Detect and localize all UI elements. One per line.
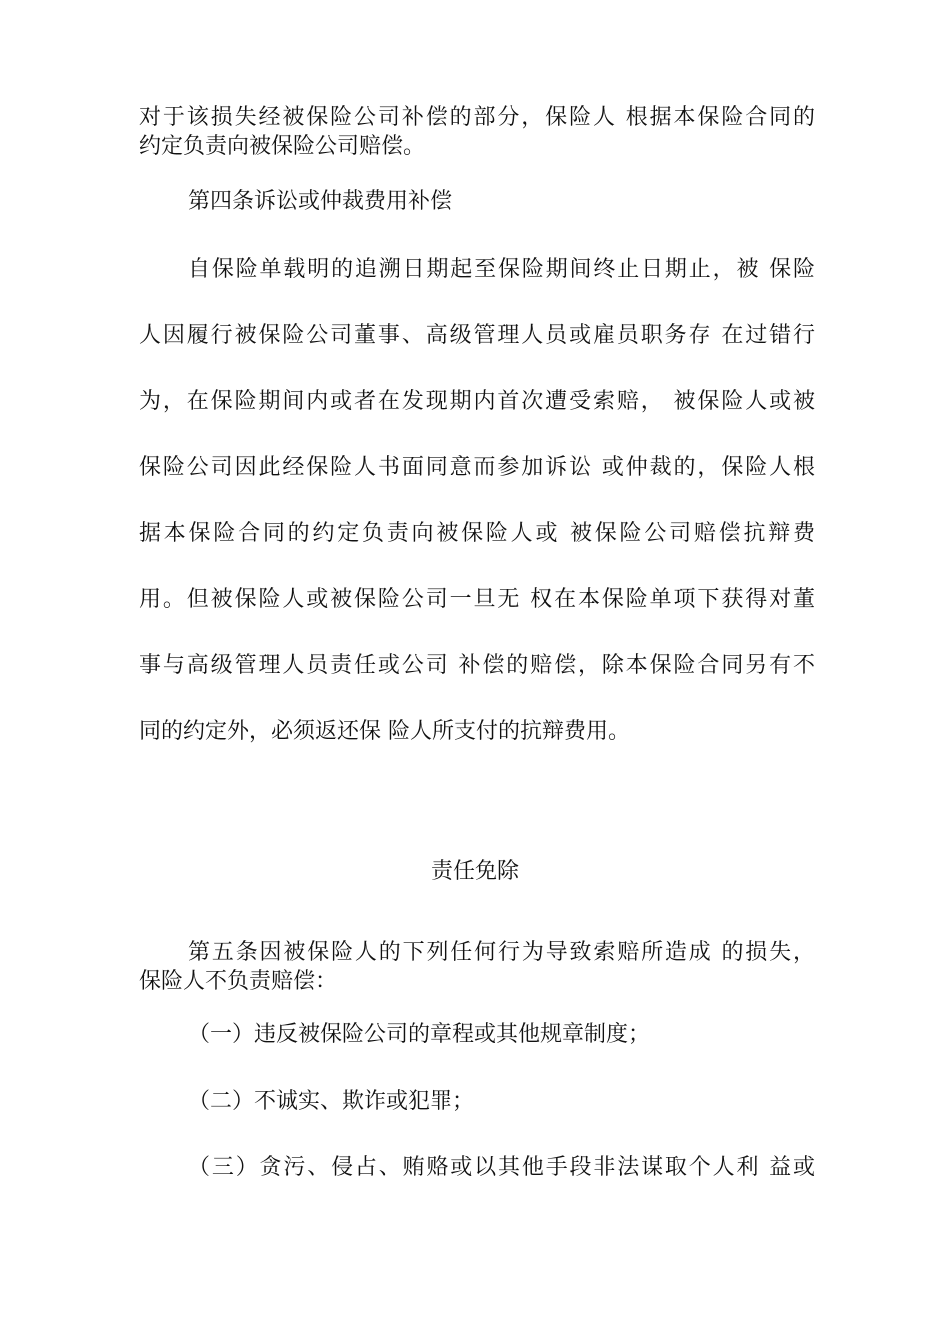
list-item: （二）不诚实、欺诈或犯罪； — [188, 1089, 475, 1114]
paragraph-line: 同的约定外，必须返还保 险人所支付的抗辩费用。 — [139, 719, 630, 744]
article-4-title: 第四条诉讼或仲裁费用补偿 — [188, 189, 453, 214]
paragraph-line: 保险人不负责赔偿： — [139, 969, 338, 994]
section-heading: 责任免除 — [430, 859, 519, 884]
list-item: （一）违反被保险公司的章程或其他规章制度； — [188, 1022, 651, 1047]
paragraph-line: 用。但被保险人或被保险公司一旦无 权在本保险单项下获得对董 — [139, 587, 815, 612]
paragraph-line: 为，在保险期间内或者在发现期内首次遭受索赔， 被保险人或被 — [139, 389, 815, 414]
list-item: （三）贪污、侵占、贿赂或以其他手段非法谋取个人利 益或 — [188, 1155, 815, 1180]
paragraph-line: 保险公司因此经保险人书面同意而参加诉讼 或仲裁的，保险人根 — [139, 455, 815, 480]
paragraph-line: 自保险单载明的追溯日期起至保险期间终止日期止，被 保险 — [188, 257, 815, 282]
paragraph-line: 据本保险合同的约定负责向被保险人或 被保险公司赔偿抗辩费 — [139, 521, 815, 546]
paragraph-line: 事与高级管理人员责任或公司 补偿的赔偿，除本保险合同另有不 — [139, 653, 815, 678]
paragraph-line: 约定负责向被保险公司赔偿。 — [139, 134, 426, 159]
paragraph-line: 人因履行被保险公司董事、高级管理人员或雇员职务存 在过错行 — [139, 323, 815, 348]
paragraph-line: 第五条因被保险人的下列任何行为导致索赔所造成 的损失， — [188, 940, 815, 965]
paragraph-line: 对于该损失经被保险公司补偿的部分，保险人 根据本保险合同的 — [139, 105, 815, 130]
